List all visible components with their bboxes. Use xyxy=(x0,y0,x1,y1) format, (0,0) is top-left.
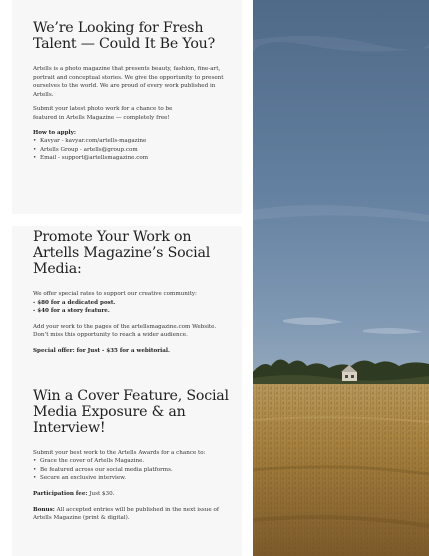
photo-art xyxy=(253,0,429,556)
talent-heading: We’re Looking for Fresh Talent — Could It Be You? xyxy=(33,20,216,52)
promote-card xyxy=(12,226,242,556)
website-text: Add your work to the pages of the artellsmagazine.com Website. Don’t miss this opportunity to reach a wider audience. xyxy=(33,323,217,339)
rate-post: - $80 for a dedicated post. xyxy=(33,299,116,306)
cover-intro: Submit your best work to the Artells Awards for a chance to: xyxy=(33,449,206,456)
rates-intro: We offer special rates to support our creative community: xyxy=(33,291,197,297)
participation-fee: Participation fee: Just $30. xyxy=(33,490,115,497)
sky xyxy=(253,0,429,375)
countryside-photo xyxy=(253,0,429,556)
special-offer: Special offer: for Just - $35 for a webitorial. xyxy=(33,347,170,354)
how-to-apply-label: How to apply: xyxy=(33,129,76,136)
cover-benefits-list xyxy=(33,457,233,483)
benefit-cover: • Grace the cover of Artells Magazine. xyxy=(33,457,233,466)
apply-item-group: • Artells Group - artells@group.com xyxy=(33,146,233,155)
cover-heading: Win a Cover Feature, Social Media Exposure & an Interview! xyxy=(33,387,229,436)
apply-list xyxy=(33,137,233,163)
benefit-social: • Be featured across our social media platforms. xyxy=(33,466,233,475)
promote-heading: Promote Your Work on Artells Magazine’s Social Media: xyxy=(33,229,211,277)
apply-item-kavyar: • Kavyar - kavyar.com/artells-magazine xyxy=(33,137,233,146)
bonus-text: Bonus: All accepted entries will be published in the next issue of Artells Magazine (print & digital). xyxy=(33,506,219,522)
benefit-interview: • Secure an exclusive interview. xyxy=(33,474,233,483)
apply-item-email: • Email - support@artellsmagazine.com xyxy=(33,154,233,163)
rate-story: - $40 for a story feature. xyxy=(33,308,110,315)
talent-submit-text: Submit your latest photo work for a chance to be featured in Artells Magazine — completely free! xyxy=(33,106,173,121)
talent-intro: Artells is a photo magazine that presents beauty, fashion, fine-art, portrait and conceptual stories. We give the opportunity to present ourselves to the world. We are proud of every work published in Artells. xyxy=(33,66,224,98)
talent-card xyxy=(12,0,242,214)
